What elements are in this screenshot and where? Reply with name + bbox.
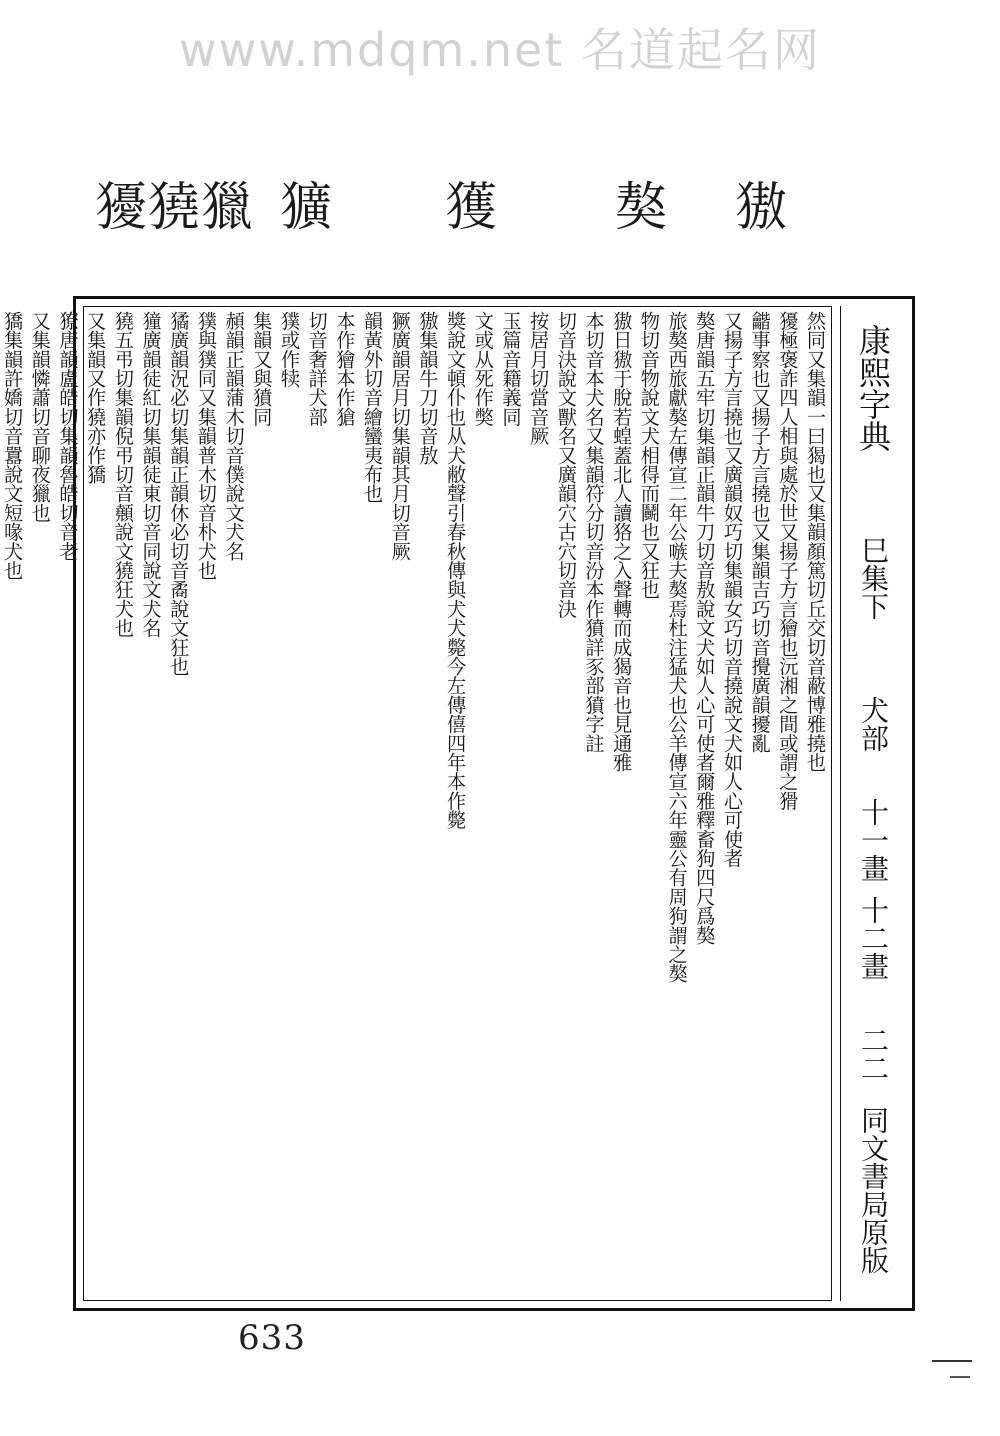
text-column: 獓日獓于脫若蝗蓋北人讀狢之入聲轉而成猲音也見通雅 bbox=[610, 311, 634, 772]
text-column: 獟五弔切集韻倪弔切音顤說文獟狂犬也 bbox=[111, 311, 135, 638]
text-column: 獠唐韻盧皓切集韻魯皓切音老 bbox=[56, 311, 80, 561]
text-columns bbox=[1, 311, 829, 1298]
text-column: 本作獪本作獊 bbox=[333, 311, 357, 427]
dictionary-title: 康熙字典 bbox=[854, 324, 892, 452]
page-number: 633 bbox=[238, 1318, 306, 1358]
edge-mark bbox=[932, 1360, 972, 1362]
edge-mark bbox=[950, 1376, 970, 1378]
text-column: 文或从死作獘 bbox=[471, 311, 495, 427]
seal-glyph: 獓 bbox=[735, 178, 789, 238]
text-column: 切音奢詳犬部 bbox=[305, 311, 329, 427]
watermark-text: www.mdqm.net 名道起名网 bbox=[178, 23, 822, 77]
text-column: 按居月切當音厥 bbox=[527, 311, 551, 446]
seal-glyph: 獒 bbox=[615, 178, 669, 238]
seal-glyph-group: 獶獟獵 bbox=[95, 178, 255, 238]
text-column: 獎說文頓仆也从犬敝聲引春秋傳與犬犬斃今左傳僖四年本作斃 bbox=[444, 311, 468, 830]
seal-script-headings bbox=[95, 178, 815, 258]
text-column: 獞廣韻徒紅切集韻徒東切音同說文犬名 bbox=[139, 311, 163, 638]
text-column: 玉篇音籍義同 bbox=[499, 311, 523, 427]
text-column: 又集韻憐蕭切音聊夜獵也 bbox=[28, 311, 52, 523]
text-column: 頳韻正韻蒲木切音僕說文犬名 bbox=[222, 311, 246, 561]
publisher-label: 同文書局原版 bbox=[857, 1106, 890, 1274]
text-column: 獶極褒詐四人相與處於世又揚子方言獪也沅湘之間或謂之猾 bbox=[776, 311, 800, 811]
text-column: 獓集韻牛刀切音敖 bbox=[416, 311, 440, 465]
text-column: 獝廣韻況必切集韻正韻休必切音矞說文狂也 bbox=[167, 311, 191, 676]
seal-glyph: 獲 bbox=[445, 178, 499, 238]
stroke-count-a: 十一畫 bbox=[857, 798, 890, 882]
text-column: 獛與獛同又集韻普木切音朴犬也 bbox=[194, 311, 218, 580]
text-column: 獗廣韻居月切集韻其月切音厥 bbox=[388, 311, 412, 561]
text-column: 集韻又與獖同 bbox=[250, 311, 274, 427]
radical-label: 犬部 bbox=[857, 696, 890, 752]
text-column: 龤事察也又揚子方言撓也又集韻吉巧切音攪廣韻擾亂 bbox=[748, 311, 772, 753]
text-column: 獒唐韻五牢切集韻正韻牛刀切音敖說文犬如人心可使者爾雅釋畜狗四尺爲獒 bbox=[693, 311, 717, 945]
text-column: 又揚子方言撓也又廣韻奴巧切集韻女巧切音撓說文犬如人心可使者 bbox=[720, 311, 744, 868]
text-column: 獛或作犊 bbox=[277, 311, 301, 388]
text-column: 切音決說文獸名又廣韻穴古穴切音決 bbox=[554, 311, 578, 619]
text-column: 然同又集韻一曰猲也又集韻顏篤切丘交切音蔽博雅撓也 bbox=[804, 311, 827, 772]
text-column: 獢集韻許嬌切音囂說文短喙犬也 bbox=[1, 311, 25, 580]
seal-glyph: 獷 bbox=[280, 178, 334, 238]
collection-label: 巳集下 bbox=[857, 536, 890, 620]
text-column: 旅獒西旅獻獒左傳宣二年公嗾夫獒焉杜注猛犬也公羊傳宣六年靈公有周狗謂之獒 bbox=[665, 311, 689, 983]
stroke-count-b: 十二畫 bbox=[857, 896, 890, 980]
header-column bbox=[840, 306, 904, 1301]
text-column: 物切音物說文犬相得而鬭也又狂也 bbox=[637, 311, 661, 599]
text-column: 本切音本犬名又集韻符分切音汾本作獖詳豕部獖字註 bbox=[582, 311, 606, 753]
text-column: 又集韻又作獟亦作獢 bbox=[84, 311, 108, 484]
text-body bbox=[1, 306, 832, 1301]
text-column: 韻黃外切音繪蠻夷布也 bbox=[361, 311, 384, 503]
page-marker: 二二 bbox=[857, 1026, 890, 1082]
